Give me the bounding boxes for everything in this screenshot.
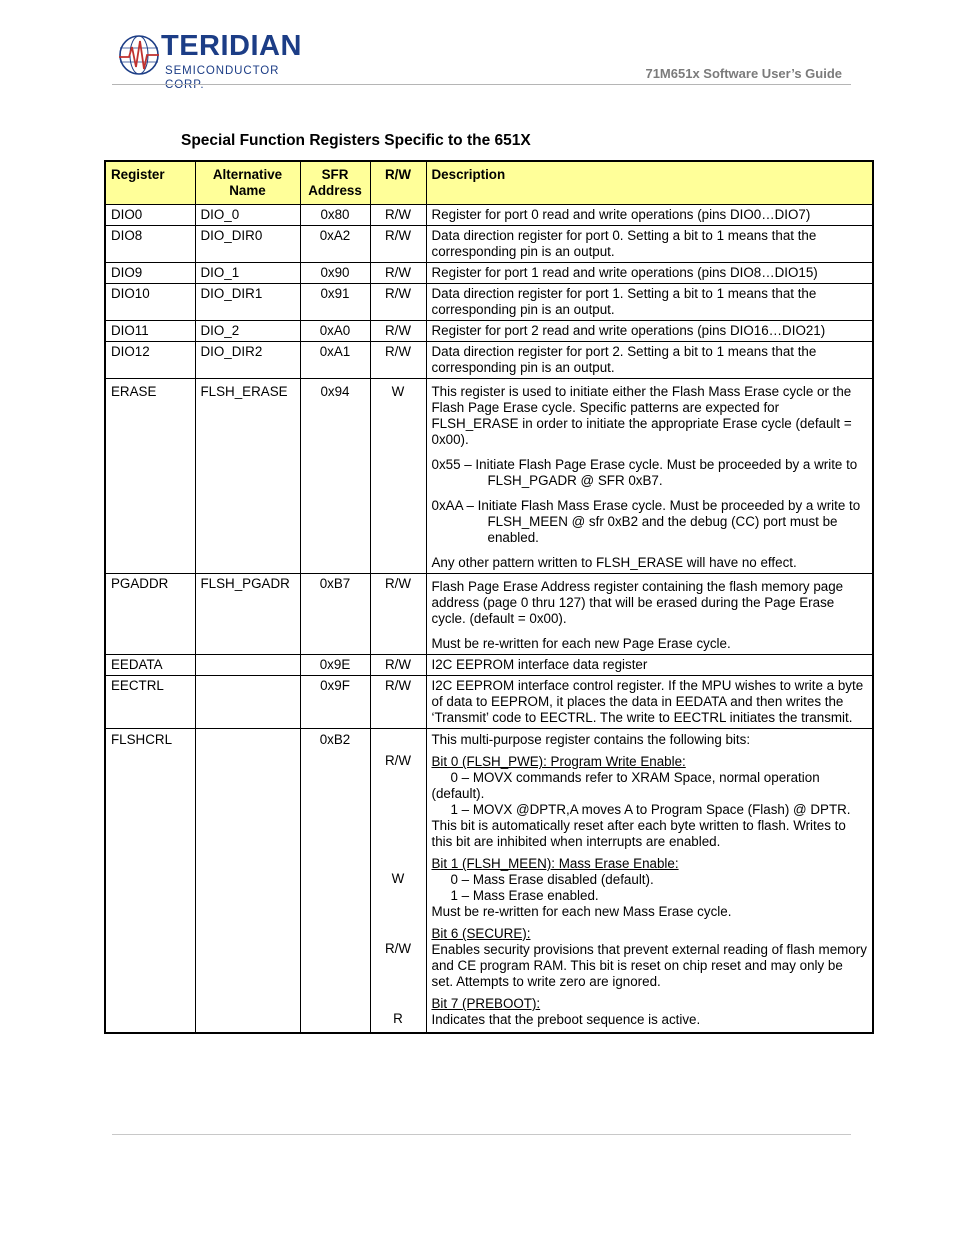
bit0-line: 1 – MOVX @DPTR,A moves A to Program Space (Flash) @ DPTR. [450, 802, 851, 817]
bit1-line: 1 – Mass Erase enabled. [450, 888, 599, 903]
header-rule [112, 84, 851, 85]
cell-sfr: 0x90 [300, 263, 370, 284]
cell-rw: R/W [370, 321, 426, 342]
erase-desc-mass: 0xAA – Initiate Flash Mass Erase cycle. Must be proceeded by a write to FLSH_MEEN @ sfr 0xB2 and the debug (CC) port must be enabled. [431, 498, 861, 545]
footer-rule [112, 1134, 851, 1135]
bit7-title: Bit 7 (PREBOOT): [431, 996, 541, 1011]
section-title: Special Function Registers Specific to the 651X [181, 132, 531, 149]
table-row-erase [105, 379, 873, 574]
cell-sfr: 0xB7 [300, 574, 370, 655]
cell-description: Data direction register for port 2. Setting a bit to 1 means that the corresponding pin is an output. [426, 342, 873, 379]
cell-register: DIO12 [105, 342, 195, 379]
cell-alt: DIO_2 [195, 321, 300, 342]
cell-rw: R/W [370, 574, 426, 655]
sfr-table [104, 160, 874, 1034]
rw-bit0: R/W [384, 753, 412, 768]
table-row-flshcrl [105, 729, 873, 1034]
cell-sfr: 0xA2 [300, 226, 370, 263]
cell-description: Register for port 2 read and write operations (pins DIO16…DIO21) [426, 321, 873, 342]
pgaddr-desc: Flash Page Erase Address register containing the flash memory page address (page 0 thru 127) that will be erased during the Page Erase cycle. (default = 0x00). [431, 579, 844, 626]
cell-rw: R/W [370, 205, 426, 226]
cell-alt: FLSH_PGADR [195, 574, 300, 655]
cell-rw-stack [370, 729, 426, 1034]
cell-rw: R/W [370, 676, 426, 729]
cell-sfr: 0x91 [300, 284, 370, 321]
rw-bit6: R/W [384, 941, 412, 956]
cell-register: DIO0 [105, 205, 195, 226]
col-header-alt-name: Alternative Name [195, 161, 300, 205]
guide-title: 71M651x Software User’s Guide [645, 66, 842, 81]
cell-rw: R/W [370, 263, 426, 284]
bit0-line: 0 – MOVX commands refer to XRAM Space, normal operation (default). [431, 770, 820, 801]
cell-sfr: 0x9F [300, 676, 370, 729]
cell-alt: DIO_1 [195, 263, 300, 284]
cell-alt: DIO_0 [195, 205, 300, 226]
cell-rw: R/W [370, 655, 426, 676]
cell-register: DIO8 [105, 226, 195, 263]
cell-register: EECTRL [105, 676, 195, 729]
rw-bit7: R [393, 1011, 403, 1026]
table-row [105, 321, 873, 342]
cell-sfr: 0xB2 [300, 729, 370, 1034]
cell-alt [195, 729, 300, 1034]
col-header-rw: R/W [370, 161, 426, 205]
col-header-description: Description [426, 161, 873, 205]
cell-description: Register for port 0 read and write operations (pins DIO0…DIO7) [426, 205, 873, 226]
cell-description: I2C EEPROM interface data register [426, 655, 873, 676]
bit6-line: Enables security provisions that prevent external reading of flash memory and CE program RAM. This bit is reset on chip reset and may only be set. Attempts to write zero are ignored. [431, 942, 867, 989]
cell-sfr: 0x80 [300, 205, 370, 226]
col-header-sfr: SFR Address [300, 161, 370, 205]
table-row [105, 263, 873, 284]
cell-alt [195, 655, 300, 676]
flshcrl-intro: This multi-purpose register contains the following bits: [431, 732, 751, 747]
bit1-line: 0 – Mass Erase disabled (default). [450, 872, 654, 887]
cell-rw: R/W [370, 226, 426, 263]
cell-sfr: 0x94 [300, 379, 370, 574]
erase-desc-page: 0x55 – Initiate Flash Page Erase cycle. Must be proceeded by a write to FLSH_PGADR @ SFR 0xB7. [431, 457, 858, 488]
bit6-title: Bit 6 (SECURE): [431, 926, 531, 941]
cell-alt [195, 676, 300, 729]
cell-sfr: 0xA1 [300, 342, 370, 379]
cell-description [426, 574, 873, 655]
col-header-register: Register [105, 161, 195, 205]
teridian-logo [117, 30, 317, 91]
cell-register: PGADDR [105, 574, 195, 655]
cell-description: I2C EEPROM interface control register. If the MPU wishes to write a byte of data to EEPROM, it places the data in EEDATA and then writes the ‘Transmit’ code to EECTRL. The write to EECTRL initiates the transmit. [426, 676, 873, 729]
table-row [105, 342, 873, 379]
logo-subtitle: SEMICONDUCTOR CORP. [165, 65, 280, 91]
rw-bit1: W [391, 871, 405, 886]
cell-register: DIO9 [105, 263, 195, 284]
cell-description [426, 729, 873, 1034]
cell-description: Data direction register for port 1. Setting a bit to 1 means that the corresponding pin is an output. [426, 284, 873, 321]
table-header-row [105, 161, 873, 205]
table-row [105, 226, 873, 263]
cell-alt: FLSH_ERASE [195, 379, 300, 574]
bit0-line: This bit is automatically reset after each byte written to flash. Writes to this bit are inhibited when interrupts are enabled. [431, 818, 846, 849]
cell-rw: R/W [370, 342, 426, 379]
bit7-line: Indicates that the preboot sequence is active. [431, 1012, 701, 1027]
pgaddr-desc-note: Must be re-written for each new Page Erase cycle. [431, 636, 731, 651]
table-row-eectrl [105, 676, 873, 729]
erase-desc-other: Any other pattern written to FLSH_ERASE will have no effect. [431, 555, 797, 570]
bit1-line: Must be re-written for each new Mass Erase cycle. [431, 904, 732, 919]
cell-description: Data direction register for port 0. Setting a bit to 1 means that the corresponding pin is an output. [426, 226, 873, 263]
cell-description [426, 379, 873, 574]
bit1-title: Bit 1 (FLSH_MEEN): Mass Erase Enable: [431, 856, 679, 871]
cell-register: FLSHCRL [105, 729, 195, 1034]
erase-desc-intro: This register is used to initiate either the Flash Mass Erase cycle or the Flash Page Erase cycle. Specific patterns are expected for FLSH_ERASE in order to initiate the appropriate Erase cycle (default = 0x00). [431, 384, 852, 447]
cell-register: DIO10 [105, 284, 195, 321]
cell-alt: DIO_DIR2 [195, 342, 300, 379]
cell-rw: W [370, 379, 426, 574]
cell-alt: DIO_DIR0 [195, 226, 300, 263]
cell-register: EEDATA [105, 655, 195, 676]
cell-sfr: 0x9E [300, 655, 370, 676]
table-row [105, 284, 873, 321]
logo-globe-icon [117, 33, 161, 77]
table-row-pgaddr [105, 574, 873, 655]
bit0-title: Bit 0 (FLSH_PWE): Program Write Enable: [431, 754, 686, 769]
cell-sfr: 0xA0 [300, 321, 370, 342]
logo-wordmark: TERIDIAN [161, 30, 302, 62]
cell-alt: DIO_DIR1 [195, 284, 300, 321]
cell-description: Register for port 1 read and write operations (pins DIO8…DIO15) [426, 263, 873, 284]
table-row-eedata [105, 655, 873, 676]
cell-register: DIO11 [105, 321, 195, 342]
table-row [105, 205, 873, 226]
cell-register: ERASE [105, 379, 195, 574]
cell-rw: R/W [370, 284, 426, 321]
